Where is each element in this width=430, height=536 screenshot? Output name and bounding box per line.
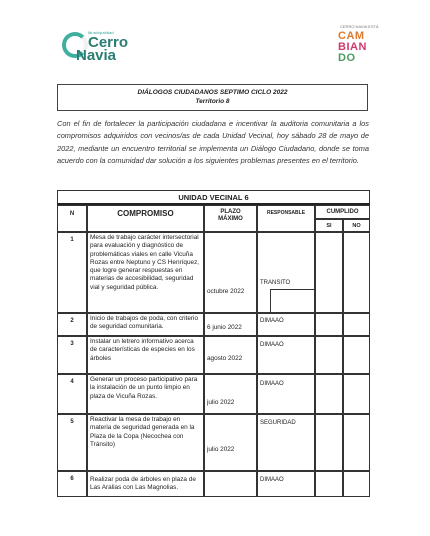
logo-word-cerro: Cerro xyxy=(88,34,129,51)
row-plazo: julio 2022 xyxy=(204,414,257,471)
row-si-cell[interactable] xyxy=(315,374,343,414)
row-number: 4 xyxy=(57,374,87,414)
row-number: 2 xyxy=(57,313,87,336)
row-plazo: julio 2022 xyxy=(204,374,257,414)
row-compromiso: Inicio de trabajos de poda, con criterio de seguridad comunitaria. xyxy=(87,313,204,336)
header-cumplido: CUMPLIDO xyxy=(315,205,370,219)
cerro-navia-logo xyxy=(62,30,132,66)
row-plazo: octubre 2022 xyxy=(204,232,257,313)
header-n: N xyxy=(57,205,87,232)
document-subtitle: Territorio 8 xyxy=(195,98,230,105)
row-responsable: DIMAAO xyxy=(257,313,315,336)
commitments-table xyxy=(57,190,370,497)
row-no-cell[interactable] xyxy=(343,471,370,497)
row-responsable: DIMAAO xyxy=(257,471,315,497)
logo-word-navia: Navia xyxy=(76,47,117,64)
row-number: 1 xyxy=(57,232,87,313)
row-responsable: SEGURIDAD xyxy=(257,414,315,471)
cambiando-logo xyxy=(338,24,378,66)
row-no-cell[interactable] xyxy=(343,336,370,374)
responsable-inner-box xyxy=(270,289,315,314)
row-no-cell[interactable] xyxy=(343,414,370,471)
row-compromiso: Realizar poda de árboles en plaza de Las Aralias con Las Magnolias. xyxy=(87,471,204,497)
cambiando-logo-sub: CERRO NAVIA ESTÁ xyxy=(340,24,379,29)
row-compromiso: Reactivar la mesa de trabajo en materia de seguridad generada en la Plaza de la Copa (Necochea con Tránsito) xyxy=(87,414,204,471)
row-si-cell[interactable] xyxy=(315,414,343,471)
row-compromiso: Generar un proceso participativo para la instalación de un punto limpio en plaza de Vicuña Rozas. xyxy=(87,374,204,414)
row-si-cell[interactable] xyxy=(315,232,343,313)
row-plazo: agosto 2022 xyxy=(204,336,257,374)
row-no-cell[interactable] xyxy=(343,313,370,336)
header-no: NO xyxy=(343,219,370,232)
row-plazo: 6 junio 2022 xyxy=(204,313,257,336)
header-responsable: RESPONSABLE xyxy=(257,205,315,232)
header-plazo: PLAZO MÁXIMO xyxy=(204,205,257,232)
cambiando-line-1: CAM xyxy=(338,30,365,42)
row-si-cell[interactable] xyxy=(315,313,343,336)
row-responsable: DIMAAO xyxy=(257,336,315,374)
unit-title: UNIDAD VECINAL 6 xyxy=(57,190,370,205)
row-plazo xyxy=(204,471,257,497)
document-title-box xyxy=(57,84,368,111)
row-number: 5 xyxy=(57,414,87,471)
row-no-cell[interactable] xyxy=(343,232,370,313)
logo-muni-text: Municipalidad xyxy=(88,30,114,35)
row-si-cell[interactable] xyxy=(315,471,343,497)
row-si-cell[interactable] xyxy=(315,336,343,374)
row-no-cell[interactable] xyxy=(343,374,370,414)
row-responsable: TRANSITO xyxy=(257,232,315,313)
row-responsable: DIMAAO xyxy=(257,374,315,414)
cambiando-line-3: DO xyxy=(338,52,356,64)
row-compromiso: Instalar un letrero informativo acerca de características de especies en los árboles xyxy=(87,336,204,374)
header-si: SI xyxy=(315,219,343,232)
row-number: 3 xyxy=(57,336,87,374)
document-title: DIÁLOGOS CIUDADANOS SEPTIMO CICLO 2022 xyxy=(137,89,288,96)
header-compromiso: COMPROMISO xyxy=(87,205,204,232)
cambiando-line-2: BIAN xyxy=(338,41,367,53)
row-compromiso: Mesa de trabajo carácter intersectorial para evaluación y diagnóstico de problemáticas viales en calle Vicuña Rozas entre Neptuno y CS Henríquez, que logre generar respuestas en materias de accesibilidad, seguridad vial y seguridad pública. xyxy=(87,232,204,313)
intro-paragraph: Con el fin de fortalecer la participación ciudadana e incentivar la auditoria comunitaria a los compromisos adquiridos con vecinos/as de cada Unidad Vecinal, hoy sábado 28 de mayo de 2022, mediante un encuentro territorial se implementa un Diálogo Ciudadano, donde se toma acuerdo con la comunidad dar solución a los siguientes problemas presentes en el territorio. xyxy=(57,119,369,166)
row-number: 6 xyxy=(57,471,87,497)
